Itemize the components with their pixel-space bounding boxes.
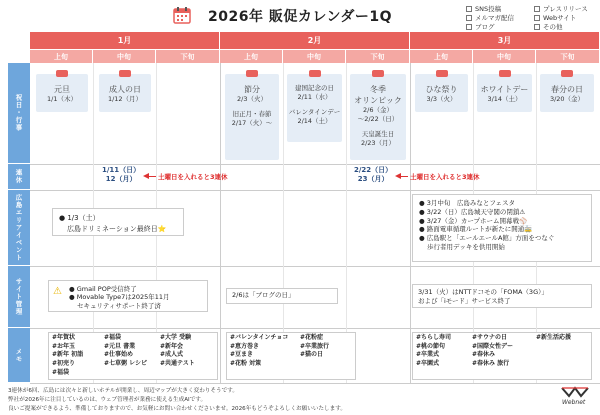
sub-jan-mid: 中旬	[93, 50, 156, 63]
clip-icon	[119, 70, 131, 77]
sub-feb-mid: 中旬	[283, 50, 346, 63]
clip-icon	[436, 70, 448, 77]
sub-jan-early: 上旬	[30, 50, 93, 63]
footer-line-2: 弊社が2026年に注目しているのは、ウェブ管理者が業務に使える生成AIです。	[8, 397, 207, 403]
sub-feb-early: 上旬	[220, 50, 283, 63]
row-memo: メモ	[8, 328, 30, 383]
holiday-date: 3/3（火）	[426, 95, 457, 104]
memo-col-1: #福袋 #元旦 書業 #仕事始め #七草粥 レシピ	[104, 334, 147, 368]
checkbox-icon	[534, 24, 540, 30]
renkyu-feb: 2/22（日） 23（月）	[354, 166, 393, 184]
renkyu-jan: 1/11（日） 12（月）	[102, 166, 141, 184]
footer-line-1: 3連休が6回、広島には次々と新しいホテルが開業し、周辺マップが大きく変わりそうです。	[8, 388, 238, 394]
memo-col-3: #バレンタインチョコ #恵方巻き #豆まき #花粉 対策	[230, 334, 289, 368]
holiday-card	[415, 74, 468, 112]
holiday-card	[287, 74, 342, 142]
holiday-name: 節分	[244, 85, 260, 94]
holiday-date: 2/3（火）	[237, 95, 267, 104]
event-mar: ● 3月中旬 広島みなとフェスタ ● 3/22（日）広島城天守閣の閉鎖⚠ ● 3/27（金）カープホーム開幕戦⚾ ● 路面電車循環ルートが新たに開通🚋 ● 広島駅と「エールエールA館」方面をつなぐ 歩行者用デッキを供用開始	[412, 194, 592, 262]
holiday-date: 2/11（水）	[297, 93, 332, 102]
holiday-date: 1/1（木）	[47, 95, 77, 104]
arrow-icon	[400, 176, 408, 177]
month-jan: 1月	[30, 32, 220, 49]
holiday-name: 旧正月・春節	[232, 110, 272, 119]
legend-blog: ブログ	[475, 23, 495, 31]
clip-icon	[372, 70, 384, 77]
renkyu-note-feb: 土曜日を入れると3連休	[410, 173, 480, 181]
sub-mar-late: 下旬	[536, 50, 600, 63]
holiday-name: バレンタインデー	[288, 108, 341, 117]
clip-icon	[499, 70, 511, 77]
sub-mar-early: 上旬	[410, 50, 473, 63]
logo-text: Webnet	[562, 399, 586, 406]
checkbox-icon	[466, 24, 472, 30]
sub-feb-late: 下旬	[346, 50, 410, 63]
memo-col-7: #サウナの日 #国際女性デー #春休み #春休み 旅行	[472, 334, 514, 368]
checkbox-icon	[534, 6, 540, 12]
clip-icon	[246, 70, 258, 77]
footer-line-3: 良いご提案ができるよう、準備しておりますので、お気軽にお問い合わせくださいませ。2026年もどうぞよろしくお願いいたします。	[8, 406, 346, 412]
holiday-card	[477, 74, 532, 112]
site-feb: 2/6は「ブログの日」	[226, 288, 338, 304]
checkbox-icon	[466, 6, 472, 12]
holiday-card	[540, 74, 594, 112]
page-title: 2026年 販促カレンダー1Q	[208, 9, 393, 25]
holiday-date: 2/17（火）～	[231, 119, 273, 128]
legend-other: その他	[543, 23, 563, 31]
memo-col-0: #年賀状 #お年玉 #新年 初詣 #初売り #福袋	[52, 334, 84, 376]
holiday-date: 2/23（月）	[360, 138, 396, 147]
warning-icon: ⚠	[53, 286, 62, 297]
holiday-name: 天皇誕生日	[361, 129, 395, 138]
legend-mail: メルマガ配信	[475, 14, 514, 22]
row-event: 広島エリアイベント	[8, 190, 30, 266]
renkyu-note-jan: 土曜日を入れると3連休	[158, 173, 228, 181]
sub-mar-mid: 中旬	[473, 50, 536, 63]
month-mar: 3月	[410, 32, 600, 49]
legend-web: Webサイト	[543, 14, 577, 22]
clip-icon	[561, 70, 573, 77]
holiday-date: ～2/22（日）	[357, 115, 399, 124]
holiday-date: 3/14（土）	[487, 95, 522, 104]
legend	[466, 4, 588, 31]
holiday-date: 1/12（月）	[107, 95, 143, 104]
row-site: サイト管理	[8, 266, 30, 328]
memo-col-8: #新生活応援	[536, 334, 572, 341]
holiday-date: 3/20（金）	[549, 95, 585, 104]
site-jan: ⚠ ● Gmail POP受信終了 ● Movable Type7は2025年11月 セキュリティサポート終了済	[48, 280, 208, 312]
checkbox-icon	[534, 15, 540, 21]
holiday-name: 元旦	[54, 85, 70, 94]
divider	[220, 63, 221, 383]
holiday-card	[350, 74, 406, 160]
row-holiday: 祝日・行事	[8, 63, 30, 164]
site-mar: 3/31（火）はNTTドコモの「FOMA（3G）」 および「iモード」サービス終了	[412, 284, 592, 308]
divider	[30, 383, 600, 384]
holiday-name: 冬季	[370, 85, 386, 94]
divider	[410, 63, 411, 383]
divider	[30, 328, 600, 329]
legend-sns: SNS投稿	[475, 5, 502, 13]
holiday-name: 建国記念の日	[295, 84, 334, 92]
divider	[30, 190, 600, 191]
checkbox-icon	[466, 15, 472, 21]
memo-col-4: #花粉症 #卒業旅行 #猫の日	[300, 334, 330, 359]
memo-col-2: #大学 受験 #新年会 #成人式 #共通テスト	[160, 334, 195, 368]
divider	[30, 164, 600, 165]
event-jan: ● 1/3（土） 広島ドリミネーション最終日⭐	[52, 208, 184, 236]
holiday-name: オリンピック	[354, 96, 402, 106]
holiday-date: 2/6（金）	[363, 106, 393, 115]
row-renkyu: 連休	[8, 164, 30, 190]
arrow-icon	[148, 176, 156, 177]
holiday-date: 2/14（土）	[297, 117, 332, 126]
holiday-card	[36, 74, 88, 112]
month-feb: 2月	[220, 32, 410, 49]
divider	[30, 266, 600, 267]
sub-jan-late: 下旬	[156, 50, 220, 63]
clip-icon	[56, 70, 68, 77]
holiday-card	[99, 74, 151, 112]
holiday-name: 成人の日	[109, 85, 141, 94]
calendar-icon	[172, 5, 192, 25]
clip-icon	[309, 70, 321, 77]
holiday-name: ひな祭り	[425, 85, 458, 94]
logo-icon	[560, 384, 590, 398]
holiday-name: ホワイトデー	[480, 85, 529, 94]
memo-col-6: #ちらし寿司 #桃の節句 #卒業式 #卒園式	[416, 334, 452, 368]
holiday-name: 春分の日	[551, 85, 583, 94]
holiday-card	[225, 74, 279, 160]
legend-press: プレスリリース	[543, 5, 588, 13]
